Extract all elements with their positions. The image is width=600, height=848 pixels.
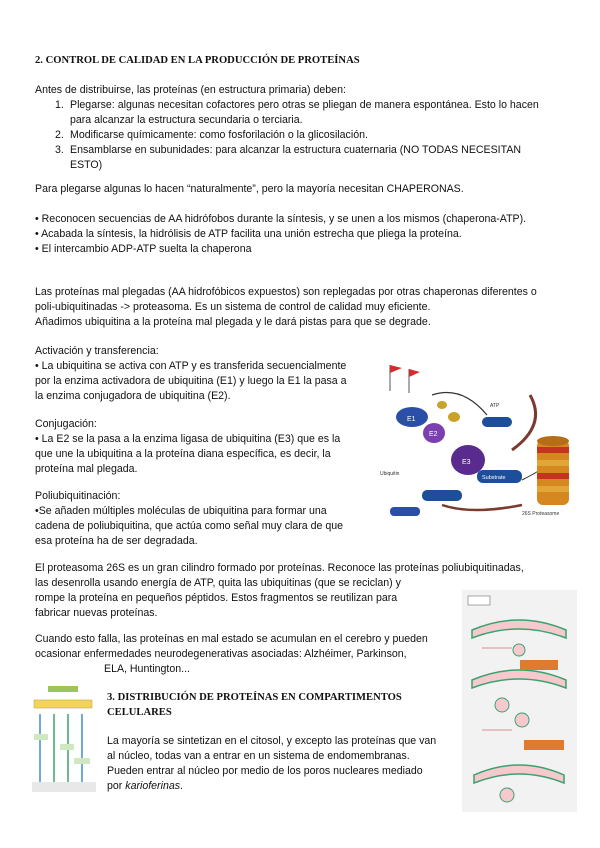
list-item: 2. Modificarse químicamente: como fosforilación o la glicosilación. xyxy=(55,129,368,141)
section-3: 3. DISTRIBUCIÓN DE PROTEÍNAS EN COMPARTIMENTOS CELULARES La mayoría se sintetizan en el citosol, y excepto las proteínas que van al núcleo, todas van a entrar en un sistema de endomembranas. Pueden entrar al núcleo por medio de los poros nucleares mediado por karioferinas. xyxy=(107,692,437,792)
list-item: 1. Plegarse: algunas necesitan cofactores pero otras se pliegan de manera espontánea. Esto lo hacen para alcanzar la estructura secundaria o terciaria. xyxy=(55,99,539,126)
bullet-item: • Reconocen secuencias de AA hidrófobos durante la síntesis, y se unen a los mismos (chaperona-ATP). xyxy=(35,213,527,225)
chaperonas-intro: Para plegarse algunas lo hacen “naturalmente”, pero la mayoría necesitan CHAPERONAS. xyxy=(35,183,464,195)
e3-label: E3 xyxy=(462,459,471,466)
polyubiquitination-title: Poliubiquitinación: xyxy=(35,490,121,502)
numbered-list xyxy=(35,98,575,173)
activation-block: Activación y transferencia: • La ubiquitina se activa con ATP y es transferida secuencialmente por la enzima activadora de ubiquitina (E1) y luego la E1 la pasa a la enzima conjugadora de ubiquitina (E2). xyxy=(35,344,365,404)
section-3-heading-line: 3. DISTRIBUCIÓN DE PROTEÍNAS EN COMPARTIMENTOS xyxy=(107,692,402,703)
vesicle-transport-figure xyxy=(462,590,577,812)
bullet-item: • El intercambio ADP-ATP suelta la chaperona xyxy=(35,243,252,255)
section-3-heading-line: CELULARES xyxy=(107,707,172,718)
substrate-label: Substrate xyxy=(482,475,506,481)
ubiquitin-molecule xyxy=(448,412,460,422)
failure-paragraph: Cuando esto falla, las proteínas en mal estado se acumulan en el cerebro y pueden ocasionar enfermedades neurodegenerativas asociadas: Alzhéimer, Parkinson, ELA, Huntington... xyxy=(35,633,428,675)
activation-title: Activación y transferencia: xyxy=(35,345,159,357)
karioferinas-term: karioferinas xyxy=(125,780,181,792)
proteasome-paragraph: El proteasoma 26S es un gran cilindro formado por proteínas. Reconoce las proteínas poliubiquitinadas, las desenrolla usando energía de ATP, quita las ubiquitinas (que se reciclan) y rompe la proteína en pequeños péptidos. Estos fragmentos se reutilizan para fabricar nuevas proteínas. xyxy=(35,562,524,619)
proteasome-label: 26S Proteasome xyxy=(522,511,560,517)
bullet-item: • Acabada la síntesis, la hidrólisis de ATP facilita una unión estrecha que pliega la proteína. xyxy=(35,228,462,240)
conjugation-title: Conjugación: xyxy=(35,418,97,430)
section-2-heading: 2. CONTROL DE CALIDAD EN LA PRODUCCIÓN DE PROTEÍNAS xyxy=(35,55,360,66)
list-item: 3. Ensamblarse en subunidades: para alcanzar la estructura cuaternaria (NO TODAS NECESITAN ESTO) xyxy=(55,144,522,171)
e1-label: E1 xyxy=(407,416,416,423)
ubiquitin-pathway-figure xyxy=(372,355,582,520)
ubiquitin-label: Ubiquitin xyxy=(380,471,400,477)
ubiquitin-molecule xyxy=(437,401,447,409)
intro-text: Antes de distribuirse, las proteínas (en estructura primaria) deben: xyxy=(35,84,346,96)
proteasome-icon xyxy=(537,436,569,505)
conjugation-block: Conjugación: • La E2 se la pasa a la enzima ligasa de ubiquitina (E3) que es la que une la ubiquitina a la proteína diana específica, es decir, la proteína mal plegada. xyxy=(35,417,365,477)
polyubiquitination-block: Poliubiquitinación: •Se añaden múltiples moléculas de ubiquitina para formar una cadena de poliubiquitina, que actúa como señal muy clara de que esa proteína ha de ser degradada. xyxy=(35,489,365,549)
e2-label: E2 xyxy=(429,431,438,438)
compartments-figure xyxy=(30,684,98,796)
svg-text:ATP: ATP xyxy=(490,403,500,409)
chaperone-bullets xyxy=(35,212,575,257)
misfolded-paragraph: Las proteínas mal plegadas (AA hidrofóbicos expuestos) son replegadas por otras chaperonas diferentes o poli-ubiquitinadas -> proteasoma. Es un sistema de control de calidad muy eficiente. Añadimos ubiquitina a la proteína mal plegada y le dará pistas para que se degrade. xyxy=(35,286,537,328)
